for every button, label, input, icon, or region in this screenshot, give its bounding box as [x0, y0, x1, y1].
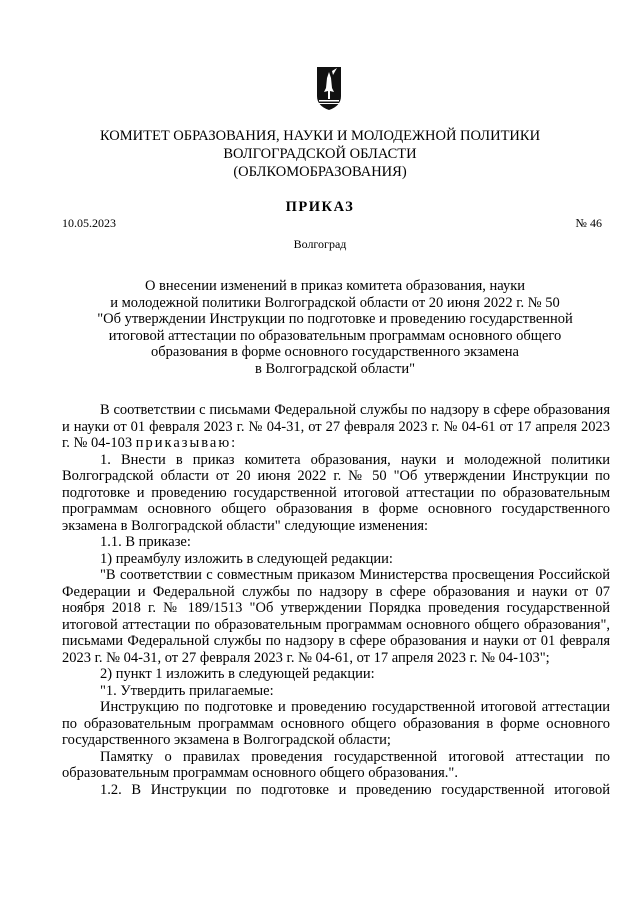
order-subject — [70, 278, 600, 377]
org-line: ВОЛГОГРАДСКОЙ ОБЛАСТИ — [223, 146, 417, 162]
body-paragraph: "1. Утвердить прилагаемые: — [100, 682, 274, 699]
subject-line: итоговой аттестации по образовательным программам основного общего — [108, 327, 562, 344]
subject-line: в Волгоградской области" — [254, 360, 416, 377]
order-title: ПРИКАЗ — [285, 199, 355, 215]
body-paragraph: 1) преамбулу изложить в следующей редакции: — [100, 550, 393, 567]
body-paragraph: 1.2. В Инструкции по подготовке и проведению государственной итоговой — [100, 781, 610, 798]
volgograd-coat-of-arms-icon — [316, 66, 342, 111]
order-date: 10.05.2023 — [62, 216, 116, 230]
body-paragraph: 1.1. В приказе: — [100, 534, 191, 550]
intro-order-word: приказываю: — [135, 435, 238, 451]
body-paragraph: 1. Внести в приказ комитета образования, науки и молодежной политики Волгоградской области от 20 июня 2022 г. № 50 "Об утверждении Инструкции по подготовке и проведению государственной итоговой аттестации по образовательным программам основного общего образования в форме основного государственного экзамена в Волгоградской области" следующие изменения: — [62, 451, 610, 534]
body-paragraph: 2) пункт 1 изложить в следующей редакции: — [100, 666, 375, 682]
org-line: (ОБЛКОМОБРАЗОВАНИЯ) — [233, 164, 407, 180]
subject-line: О внесении изменений в приказ комитета образования, науки — [144, 278, 526, 294]
order-number: № 46 — [575, 216, 602, 230]
organization-name — [0, 127, 640, 181]
body-paragraph: "В соответствии с совместным приказом Министерства просвещения Российской Федерации и Федеральной службы по надзору в сфере образования и науки от 07 ноября 2018 г. № 189/1513 "Об утверждении Порядка проведения государственной итоговой аттестации по образовательным программам основного общего образования", письмами Федеральной службы по надзору в сфере образования и науки от 01 февраля 2023 г. № 04-31, от 27 февраля 2023 г. № 04-61, от 17 апреля 2023 г. № 04-103"; — [62, 567, 610, 666]
body-paragraph-intro — [62, 402, 610, 452]
order-body — [62, 402, 610, 798]
subject-line: и молодежной политики Волгоградской области от 20 июня 2022 г. № 50 — [110, 294, 560, 311]
intro-text: В соответствии с письмами Федеральной службы по надзору в сфере образования и науки от 01 февраля 2023 г. № 04-31, от 27 февраля 2023 г. № 04-61 от 17 апреля 2023 г. № 04-103 — [62, 402, 610, 451]
subject-line: "Об утверждении Инструкции по подготовке и проведению государственной — [97, 311, 573, 327]
body-paragraph: Памятку о правилах проведения государственной итоговой аттестации по образовательным программам основного общего образования.". — [62, 748, 610, 781]
body-paragraph: Инструкцию по подготовке и проведению государственной итоговой аттестации по образовательным программам основного общего образования в форме основного государственного экзамена в Волгоградской области; — [62, 699, 610, 748]
org-line: КОМИТЕТ ОБРАЗОВАНИЯ, НАУКИ И МОЛОДЕЖНОЙ ПОЛИТИКИ — [99, 128, 541, 144]
order-city: Волгоград — [293, 237, 347, 251]
subject-line: образования в форме основного государственного экзамена — [151, 344, 519, 360]
